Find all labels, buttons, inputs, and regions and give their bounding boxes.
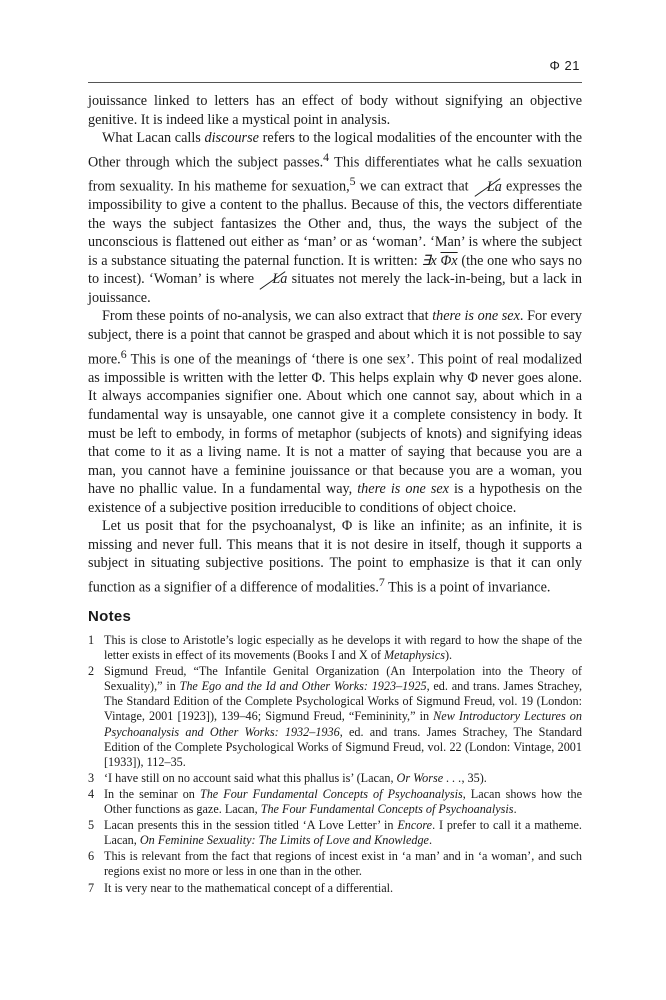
note-number: 5 [88, 818, 95, 833]
paragraph-3: From these points of no-analysis, we can also extract that there is one sex. For every subject, there is a point that cannot be grasped and about which it is not possible to say more.$^6$ This is one of the meanings of ‘there is one sex’. This point of real modalized as impossible is written with the letter Φ. This helps explain why Φ never goes alone. It always accompanies signifier one. About which one cannot say, about which in a fundamental way is unsayable, one cannot give it a complete consistency in body. It must be left to embody, in forms of metaphor (subjects of knots) and signifying ideas that come to it as a living name. It is not a matter of saying that because you are a man, you cannot have a feminine jouissance or that because you are a woman, you have no phallic value. In a fundamental way, there is one sex is a hypothesis on the existence of a subjective position irreducible to conditions of object choice. [88, 308, 583, 516]
paragraph-1: jouissance linked to letters has an effect of body without signifying an objective genitive. It is indeed like a mystical point in analysis. [88, 93, 582, 128]
paragraph-2: What Lacan calls discourse refers to the logical modalities of the encounter with the Other through which the subject passes.$^4$ This differentiates what he calls sexuation from sexuality. In his matheme for sexuation,$^5$ we can extract that La expresses the impossibility to give a content to the phallus. Because of this, the vectors differentiate the ways the subject fantasizes the Other and, thus, the ways the subject of the unconscious is flattened out either as ‘man’ or as ‘woman’. ‘Man’ is where the subject is a substance situating the paternal function. It is written: ∃x $\overline{\Phi x}$ (the one who says no to incest). ‘Woman’ is where La situates not merely the lack-in-being, but a lack in jouissance. [88, 130, 583, 306]
note-item: 1 This is close to Aristotle’s logic especially as he develops it with regard to how the shape of the letter exists in effect of its movements (Books I and X of Metaphysics). [88, 633, 582, 663]
note-number: 7 [88, 880, 95, 895]
note-item: 7 It is very near to the mathematical concept of a differential. [88, 880, 394, 895]
note-item: 4 In the seminar on The Four Fundamental Concepts of Psychoanalysis, Lacan shows how the Other functions as gaze. Lacan, The Four Fundamental Concepts of Psychoanalysis. [88, 786, 583, 817]
running-head: Φ 21 [549, 58, 580, 73]
body-text [88, 92, 582, 597]
note-number: 3 [88, 770, 95, 785]
footnote-ref-6[interactable]: 6 [120, 346, 127, 361]
paragraph-4: Let us posit that for the psychoanalyst, Φ is like an infinite; as an infinite, it is missing and never full. This means that it is not desire in itself, though it supports a subject in situating subjective positions. The point to emphasize is that it can only function as a signifier of a difference of modalities.$^7$ This is a point of invariance. [88, 518, 582, 596]
page-header [88, 58, 582, 78]
negated-phi-x: $\overline{\Phi x}$ [440, 252, 458, 269]
phrase-one-sex: there is one sex [357, 481, 449, 498]
note-item: 6 This is relevant from the fact that regions of incest exist in ‘a man’ and in ‘a woman’, and such regions exist no more or less in one than in the other. [88, 849, 582, 879]
footnote-ref-5[interactable]: 5 [349, 173, 356, 188]
notes-heading: Notes [88, 608, 132, 625]
phrase-one-sex: there is one sex [432, 308, 520, 325]
note-number: 1 [88, 633, 95, 647]
note-number: 2 [88, 664, 95, 679]
header-rule [88, 82, 582, 83]
note-number: 6 [88, 849, 95, 864]
note-number: 4 [88, 786, 95, 801]
term-discourse: discourse [204, 130, 259, 147]
exists-quantifier: ∃x [421, 252, 437, 269]
footnote-ref-4[interactable]: 4 [323, 149, 330, 164]
note-item: 3 ‘I have still on no account said what this phallus is’ (Lacan, Or Worse . . ., 35). [88, 770, 487, 785]
barred-la-symbol: La [258, 270, 287, 289]
barred-la-symbol: La [473, 178, 502, 197]
note-item: 2 Sigmund Freud, “The Infantile Genital Organization (An Interpolation into the Theory of Sexuality),” in The Ego and the Id and Other Works: 1923–1925, ed. and trans. James Strachey, The Standard Edition of the Complete Psychological Works of Sigmund Freud, vol. 19 (London: Vintage, 2001 [1923]), 139–46; Sigmund Freud, “Femininity,” in New Introductory Lectures on Psychoanalysis and Other Works: 1932–1936, ed. and trans. James Strachey, The Standard Edition of the Complete Psychological Works of Sigmund Freud, vol. 22 (London: Vintage, 2001 [1933]), 112–35. [88, 664, 582, 769]
note-item: 5 Lacan presents this in the session titled ‘A Love Letter’ in Encore. I prefer to call it a matheme. Lacan, On Feminine Sexuality: The Limits of Love and Knowledge. [88, 818, 582, 848]
notes-list [88, 633, 582, 897]
footnote-ref-7[interactable]: 7 [378, 574, 385, 589]
